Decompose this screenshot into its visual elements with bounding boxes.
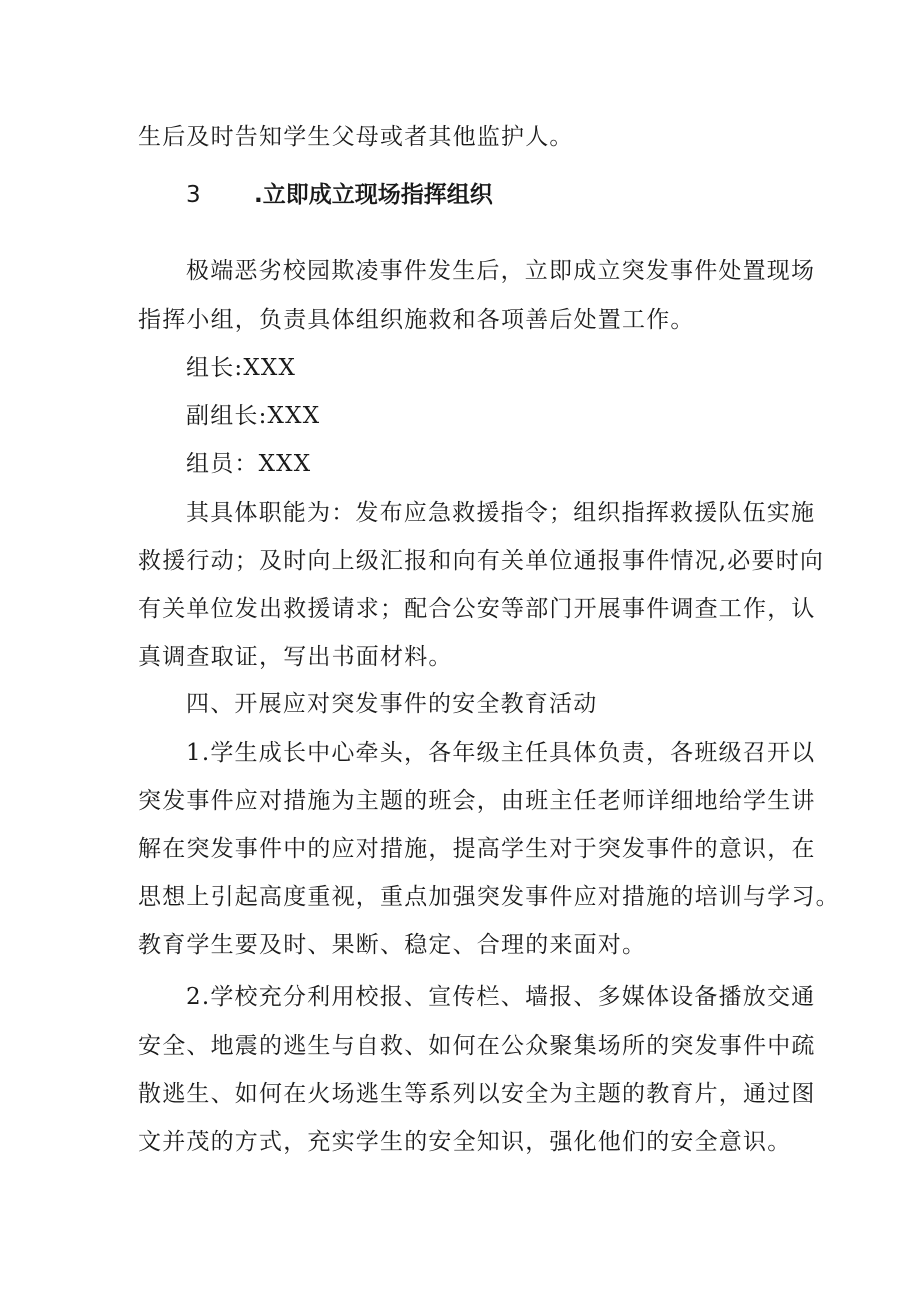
item-2-line: 2.学校充分利用校报、宣传栏、墙报、多媒体设备播放交通 xyxy=(186,984,816,1010)
section-3-heading xyxy=(186,180,493,210)
item-1-line: 教育学生要及时、果断、稳定、合理的来面对。 xyxy=(138,932,647,958)
role-deputy: 副组长:XXX xyxy=(186,403,321,429)
item-1-line: 思想上引起高度重视，重点加强突发事件应对措施的培训与学习。 xyxy=(138,884,840,910)
item-1-line: 解在突发事件中的应对措施，提高学生对于突发事件的意识，在 xyxy=(138,836,816,862)
paragraph-line: 其具体职能为：发布应急救援指令；组织指挥救援队伍实施 xyxy=(186,500,816,526)
item-2-line: 安全、地震的逃生与自救、如何在公众聚集场所的突发事件中疏 xyxy=(138,1033,816,1059)
role-leader: 组长:XXX xyxy=(186,355,297,381)
paragraph-line: 极端恶劣校园欺凌事件发生后，立即成立突发事件处置现场 xyxy=(186,258,816,284)
item-2-line: 文并茂的方式，充实学生的安全知识，强化他们的安全意识。 xyxy=(138,1129,792,1155)
section-3-number: 3 xyxy=(186,182,201,208)
item-1-line: 突发事件应对措施为主题的班会，由班主任老师详细地给学生讲 xyxy=(138,788,816,814)
role-members: 组员：XXX xyxy=(186,451,312,477)
section-3-title: .立即成立现场指挥组织 xyxy=(254,182,493,208)
paragraph-line: 真调查取证，写出书面材料。 xyxy=(138,644,453,670)
paragraph-line: 有关单位发出救援请求；配合公安等部门开展事件调查工作，认 xyxy=(138,596,816,622)
paragraph-line: 救援行动；及时向上级汇报和向有关单位通报事件情况,必要时向 xyxy=(138,548,825,574)
section-4-heading: 四、开展应对突发事件的安全教育活动 xyxy=(186,691,598,717)
paragraph-line: 指挥小组，负责具体组织施救和各项善后处置工作。 xyxy=(138,307,695,333)
continuation-line: 生后及时告知学生父母或者其他监护人。 xyxy=(138,124,574,150)
item-1-line: 1.学生成长中心牵头，各年级主任具体负责，各班级召开以 xyxy=(186,740,816,766)
item-2-line: 散逃生、如何在火场逃生等系列以安全为主题的教育片，通过图 xyxy=(138,1081,816,1107)
